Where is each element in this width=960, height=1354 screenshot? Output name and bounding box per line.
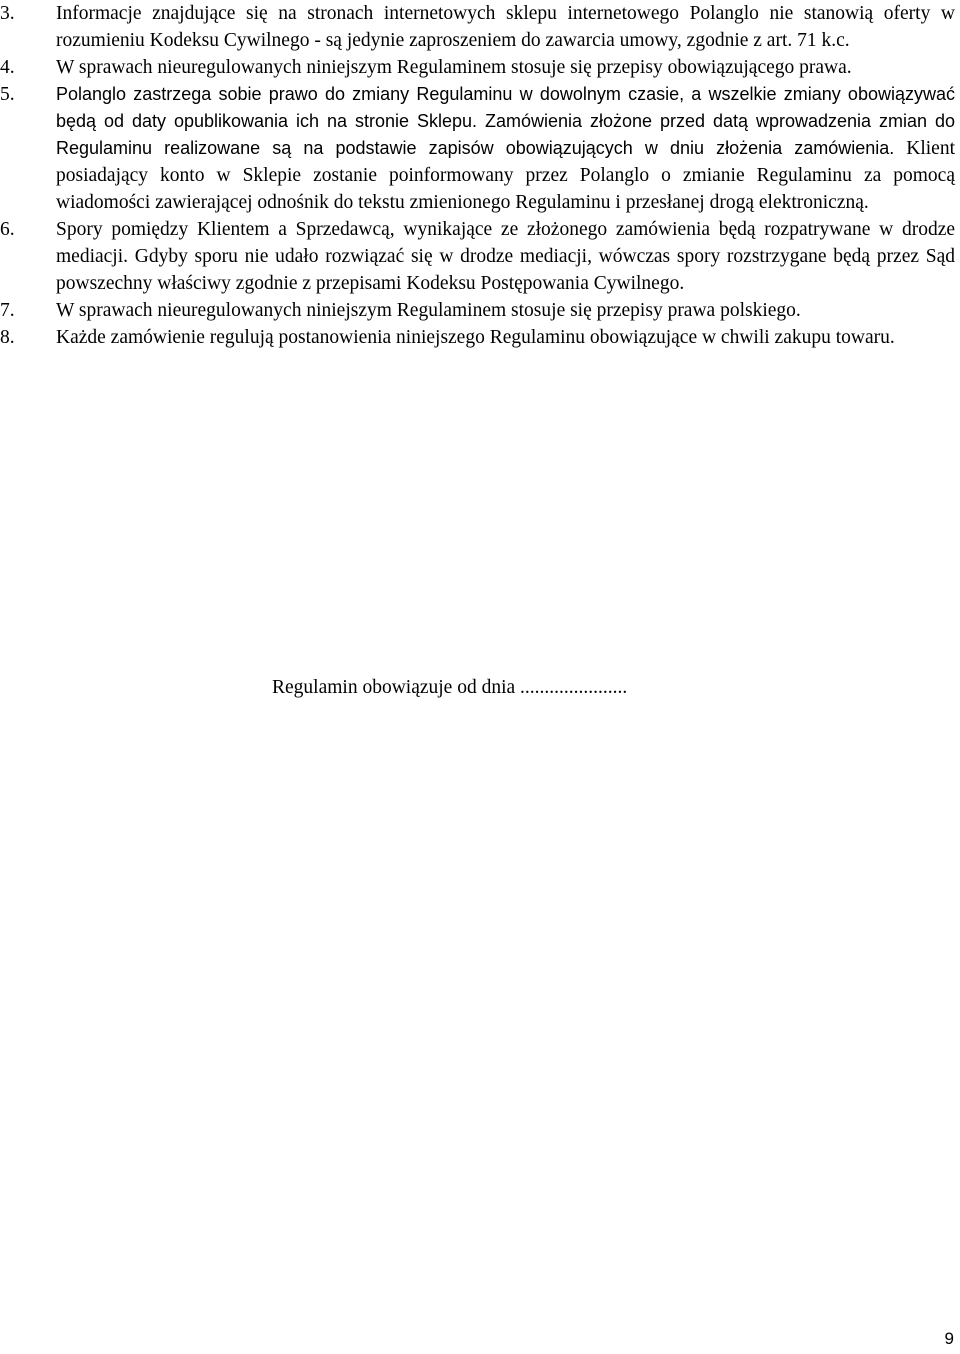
item-text: W sprawach nieuregulowanych niniejszym Regulaminem stosuje się przepisy prawa polskiego. [56,300,801,321]
list-item [0,81,955,216]
list-item [0,0,955,54]
list-item [0,54,955,81]
item-text: Polanglo zastrzega sobie prawo do zmiany Regulaminu w dowolnym czasie, a wszelkie zmiany obowiązywać będą od daty opublikowania ich na stronie Sklepu. [56,84,955,131]
effective-date-note: Regulamin obowiązuje od dnia ...................... [272,677,628,698]
item-text: W sprawach nieuregulowanych niniejszym Regulaminem stosuje się przepisy obowiązującego prawa. [56,57,852,78]
item-number: 3. [0,3,15,24]
item-number: 4. [0,57,15,78]
page-number: 9 [944,1329,954,1348]
regulations-list [0,0,955,351]
item-text: Zamówienia złożone przed datą wprowadzenia zmian do Regulaminu realizowane są na podstawie zapisów obowiązujących w dniu złożenia zamówienia. [56,111,955,158]
list-item [0,297,955,324]
list-item [0,324,955,351]
item-number: 6. [0,219,15,240]
item-number: 5. [0,84,15,105]
item-text: Klient posiadający konto w Sklepie zostanie poinformowany przez Polanglo o zmianie Regulaminu za pomocą wiadomości zawierającej odnośnik do tekstu zmienionego Regulaminu i przesłanej drogą elektroniczną. [56,138,955,213]
item-text: Informacje znajdujące się na stronach internetowych sklepu internetowego Polanglo nie stanowią oferty w rozumieniu Kodeksu Cywilnego - są jedynie zaproszeniem do zawarcia umowy, zgodnie z art. 71 k.c. [56,3,955,51]
item-number: 8. [0,327,15,348]
item-number: 7. [0,300,15,321]
item-text: Spory pomiędzy Klientem a Sprzedawcą, wynikające ze złożonego zamówienia będą rozpatrywane w drodze mediacji. Gdyby sporu nie udało rozwiązać się w drodze mediacji, wówczas spory rozstrzygane będą przez Sąd powszechny właściwy zgodnie z przepisami Kodeksu Postępowania Cywilnego. [56,219,955,294]
list-item [0,216,955,297]
item-text: Każde zamówienie regulują postanowienia niniejszego Regulaminu obowiązujące w chwili zakupu towaru. [56,327,895,348]
